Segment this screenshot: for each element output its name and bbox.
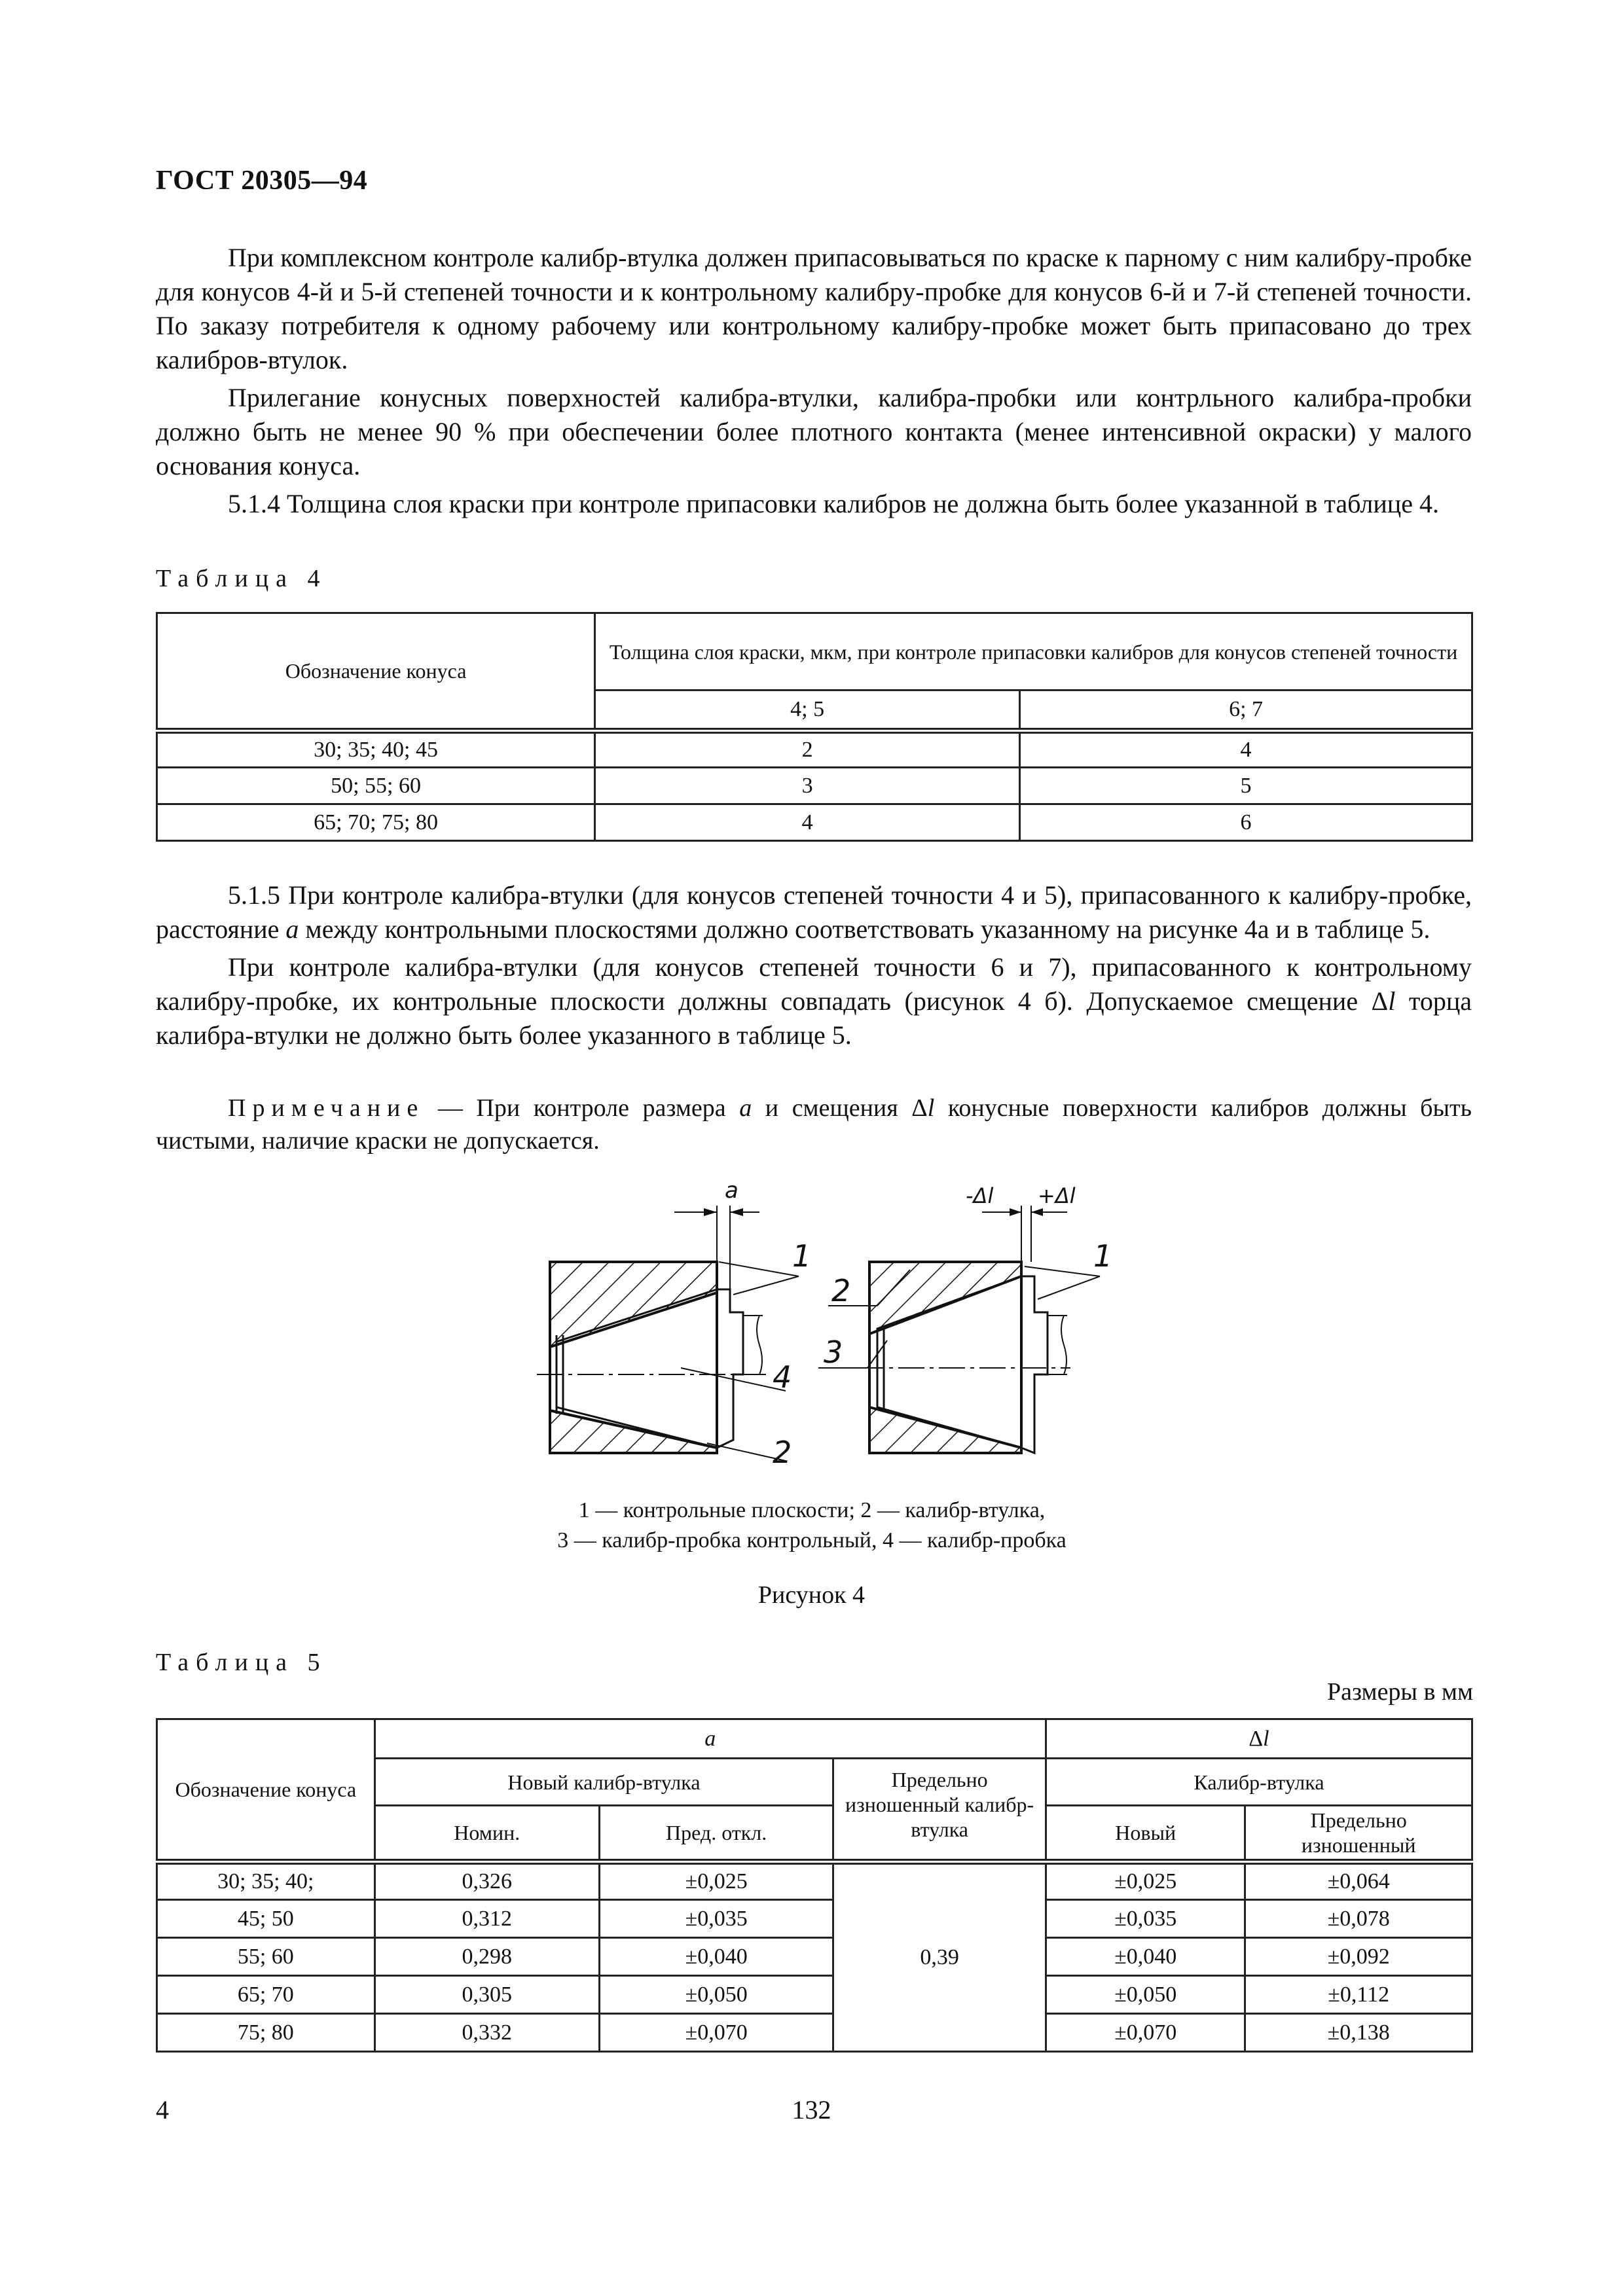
- table-row: [157, 2014, 1472, 2052]
- t4-cone: 30; 35; 40; 45: [157, 731, 595, 768]
- t4-value-b: 5: [1020, 768, 1472, 804]
- t4-header-designation: Обозначение конуса: [157, 613, 595, 731]
- label-1-right: 1: [1093, 1238, 1113, 1274]
- section-5-1-5: [156, 878, 1472, 1052]
- t4-header-thickness: Толщина слоя краски, мкм, при контроле припасовки калибров для конусов степеней точности: [595, 613, 1472, 691]
- intro-text: [156, 241, 1472, 521]
- t5-worn-value: 0,39: [833, 1862, 1046, 2052]
- table-row: [157, 1900, 1472, 1938]
- label-plus-dl: +Δl: [1038, 1183, 1076, 1208]
- t5-nominal: 0,312: [374, 1900, 599, 1938]
- t5-header-designation: Обозначение конуса: [157, 1719, 375, 1862]
- paragraph-5-1-4: 5.1.4 Толщина слоя краски при контроле припасовки калибров не должна быть более указанной в таблице 4.: [228, 489, 1439, 518]
- t5-dl-new: ±0,035: [1046, 1900, 1245, 1938]
- label-3: 3: [824, 1335, 843, 1370]
- table-row: [157, 804, 1472, 841]
- view-a-bushing-plug: [537, 1178, 811, 1470]
- table-4: [156, 612, 1473, 842]
- paragraph-5-1-5: 5.1.5 При контроле калибра-втулки (для конусов степеней точности 4 и 5), припасованного к калибру-пробке, расстояние a между контрольными плоскостями должно соответствовать указанному на рисунке 4а и в таблице 5.: [156, 880, 1472, 944]
- label-4: 4: [773, 1359, 792, 1395]
- t4-subheader-6-7: 6; 7: [1020, 691, 1472, 731]
- t5-header-nominal: Номин.: [374, 1806, 599, 1862]
- note: Примечание — При контроле размера a и смещения Δl конусные поверхности калибров должны быть чистыми, наличие краски не допускается.: [156, 1094, 1472, 1155]
- t5-header-new: Новый: [1046, 1806, 1245, 1862]
- t5-nominal: 0,298: [374, 1938, 599, 1976]
- t5-header-bushing: Калибр-втулка: [1046, 1759, 1472, 1806]
- legend-line-1: 1 — контрольные плоскости; 2 — калибр-втулка,: [578, 1498, 1046, 1522]
- t5-cone: 75; 80: [157, 2014, 375, 2052]
- label-a: a: [725, 1178, 739, 1204]
- t5-deviation: ±0,035: [599, 1900, 833, 1938]
- t4-cone: 65; 70; 75; 80: [157, 804, 595, 841]
- t5-cone: 65; 70: [157, 1976, 375, 2014]
- paragraph-complex-control: При комплексном контроле калибр-втулка должен припасовываться по краске к парному с ним калибру-пробке для конусов 4-й и 5-й степеней точности и к контрольному калибру-пробке для конусов 6-й и 7-й степеней точности. По заказу потребителя к одному рабочему или контрольному калибру-пробке может быть припасовано до трех калибров-втулок.: [156, 243, 1472, 374]
- figure-4-drawing: [511, 1178, 1152, 1479]
- t4-value-a: 2: [595, 731, 1020, 768]
- table-row: [157, 731, 1472, 768]
- label-minus-dl: -Δl: [966, 1183, 994, 1208]
- table-5: [156, 1718, 1473, 2053]
- page-number-left: 4: [156, 2095, 169, 2125]
- t4-subheader-4-5: 4; 5: [595, 691, 1020, 731]
- t5-dl-new: ±0,040: [1046, 1938, 1245, 1976]
- table-row: [157, 1976, 1472, 2014]
- t5-dl-worn: ±0,112: [1245, 1976, 1472, 2014]
- figure-title: Рисунок 4: [757, 1581, 866, 1609]
- t5-deviation: ±0,050: [599, 1976, 833, 2014]
- label-2-right: 2: [831, 1273, 851, 1308]
- t5-dl-new: ±0,025: [1046, 1862, 1245, 1900]
- t4-cone: 50; 55; 60: [157, 768, 595, 804]
- label-2-left: 2: [773, 1435, 792, 1470]
- t5-header-dl: Δl: [1046, 1719, 1472, 1759]
- view-b-bushing-control-plug: [818, 1183, 1112, 1453]
- table-row: [157, 1938, 1472, 1976]
- table-row: [157, 768, 1472, 804]
- paragraph-control-6-7: При контроле калибра-втулки (для конусов степеней точности 6 и 7), припасованного к контрольному калибру-пробке, их контрольные плоскости должны совпадать (рисунок 4 б). Допускаемое смещение Δl торца калибра-втулки не должно быть более указанного в таблице 5.: [156, 952, 1472, 1050]
- t5-dl-new: ±0,050: [1046, 1976, 1245, 2014]
- t5-cone: 30; 35; 40;: [157, 1862, 375, 1900]
- figure-legend: [511, 1496, 1113, 1556]
- bushing-top-section: [550, 1262, 717, 1347]
- t5-nominal: 0,326: [374, 1862, 599, 1900]
- table4-label: Таблица 4: [156, 565, 327, 592]
- page-number-center: 132: [792, 2095, 831, 2125]
- table-row: [157, 1862, 1472, 1900]
- t4-value-a: 4: [595, 804, 1020, 841]
- bushing-bottom-section-b: [869, 1407, 1021, 1453]
- table5-units: Размеры в мм: [1327, 1678, 1473, 1706]
- note-label: Примечание: [228, 1094, 425, 1122]
- t5-header-a: a: [374, 1719, 1046, 1759]
- t5-dl-worn: ±0,064: [1245, 1862, 1472, 1900]
- t5-header-deviation: Пред. откл.: [599, 1806, 833, 1862]
- t4-value-b: 6: [1020, 804, 1472, 841]
- t5-cone: 45; 50: [157, 1900, 375, 1938]
- t5-nominal: 0,332: [374, 2014, 599, 2052]
- label-1-left: 1: [792, 1238, 812, 1274]
- t4-value-b: 4: [1020, 731, 1472, 768]
- t5-header-new-bushing: Новый калибр-втулка: [374, 1759, 833, 1806]
- t5-deviation: ±0,025: [599, 1862, 833, 1900]
- t5-dl-worn: ±0,078: [1245, 1900, 1472, 1938]
- t5-header-worn: Предельно изношенный калибр-втулка: [833, 1759, 1046, 1862]
- t5-nominal: 0,305: [374, 1976, 599, 2014]
- t5-dl-worn: ±0,138: [1245, 2014, 1472, 2052]
- t5-dl-worn: ±0,092: [1245, 1938, 1472, 1976]
- legend-line-2: 3 — калибр-пробка контрольный, 4 — калибр-пробка: [557, 1528, 1067, 1552]
- t4-value-a: 3: [595, 768, 1020, 804]
- t5-cone: 55; 60: [157, 1938, 375, 1976]
- document-header: ГОСТ 20305—94: [156, 166, 368, 196]
- t5-dl-new: ±0,070: [1046, 2014, 1245, 2052]
- paragraph-contact: Прилегание конусных поверхностей калибра-втулки, калибра-пробки или контрльного калибра-пробки должно быть не менее 90 % при обеспечении более плотного контакта (менее интенсивной окраски) у малого основания конуса.: [156, 383, 1472, 480]
- t5-header-worn-short: Предельно изношенный: [1245, 1806, 1472, 1862]
- table5-label: Таблица 5: [156, 1649, 327, 1676]
- t5-deviation: ±0,070: [599, 2014, 833, 2052]
- t5-deviation: ±0,040: [599, 1938, 833, 1976]
